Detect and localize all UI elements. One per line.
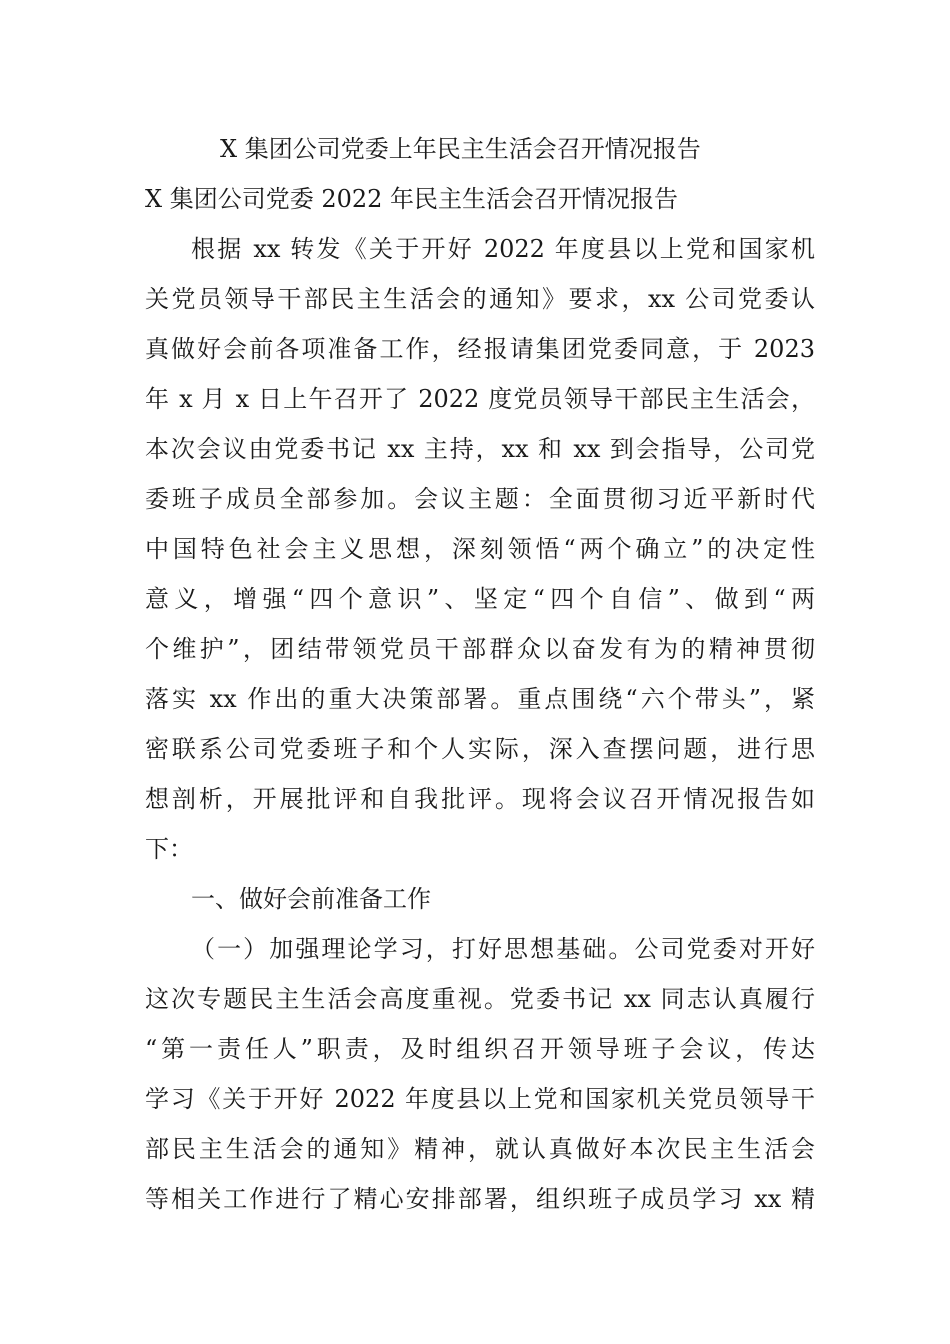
paragraph-line: 年 x 月 x 日上午召开了 2022 度党员领导干部民主生活会， xyxy=(145,385,815,413)
paragraph-line: 落实 xx 作出的重大决策部署。重点围绕“六个带头”，紧 xyxy=(145,685,815,713)
paragraph-line: 部民主生活会的通知》精神，就认真做好本次民主生活会 xyxy=(145,1135,815,1163)
paragraph-line: 想剖析，开展批评和自我批评。现将会议召开情况报告如 xyxy=(145,785,815,813)
paragraph-line: 真做好会前各项准备工作，经报请集团党委同意，于 2023 xyxy=(145,335,815,363)
paragraph-line: 下： xyxy=(145,835,193,863)
paragraph-line: 委班子成员全部参加。会议主题：全面贯彻习近平新时代 xyxy=(145,485,815,513)
paragraph-line: 这次专题民主生活会高度重视。党委书记 xx 同志认真履行 xyxy=(145,985,815,1013)
paragraph-line: “第一责任人”职责，及时组织召开领导班子会议，传达 xyxy=(145,1035,815,1063)
paragraph-line: 意义，增强“四个意识”、坚定“四个自信”、做到“两 xyxy=(145,585,815,613)
paragraph-line: 根据 xx 转发《关于开好 2022 年度县以上党和国家机 xyxy=(191,235,815,263)
paragraph-line: 中国特色社会主义思想，深刻领悟“两个确立”的决定性 xyxy=(145,535,815,563)
section-heading: 一、做好会前准备工作 xyxy=(191,885,431,913)
paragraph-line: 密联系公司党委班子和个人实际，深入查摆问题，进行思 xyxy=(145,735,815,763)
paragraph-line: 本次会议由党委书记 xx 主持，xx 和 xx 到会指导，公司党 xyxy=(145,435,815,463)
document-title: X 集团公司党委上年民主生活会召开情况报告 xyxy=(220,135,701,163)
paragraph-line: 学习《关于开好 2022 年度县以上党和国家机关党员领导干 xyxy=(145,1085,815,1113)
paragraph-line: 个维护”，团结带领党员干部群众以奋发有为的精神贯彻 xyxy=(145,635,815,663)
document-subtitle: X 集团公司党委 2022 年民主生活会召开情况报告 xyxy=(145,185,679,213)
paragraph-line: 关党员领导干部民主生活会的通知》要求，xx 公司党委认 xyxy=(145,285,815,313)
paragraph-line: 等相关工作进行了精心安排部署，组织班子成员学习 xx 精 xyxy=(145,1185,815,1213)
document-body xyxy=(145,232,815,1232)
paragraph-line: （一）加强理论学习，打好思想基础。公司党委对开好 xyxy=(191,935,815,963)
